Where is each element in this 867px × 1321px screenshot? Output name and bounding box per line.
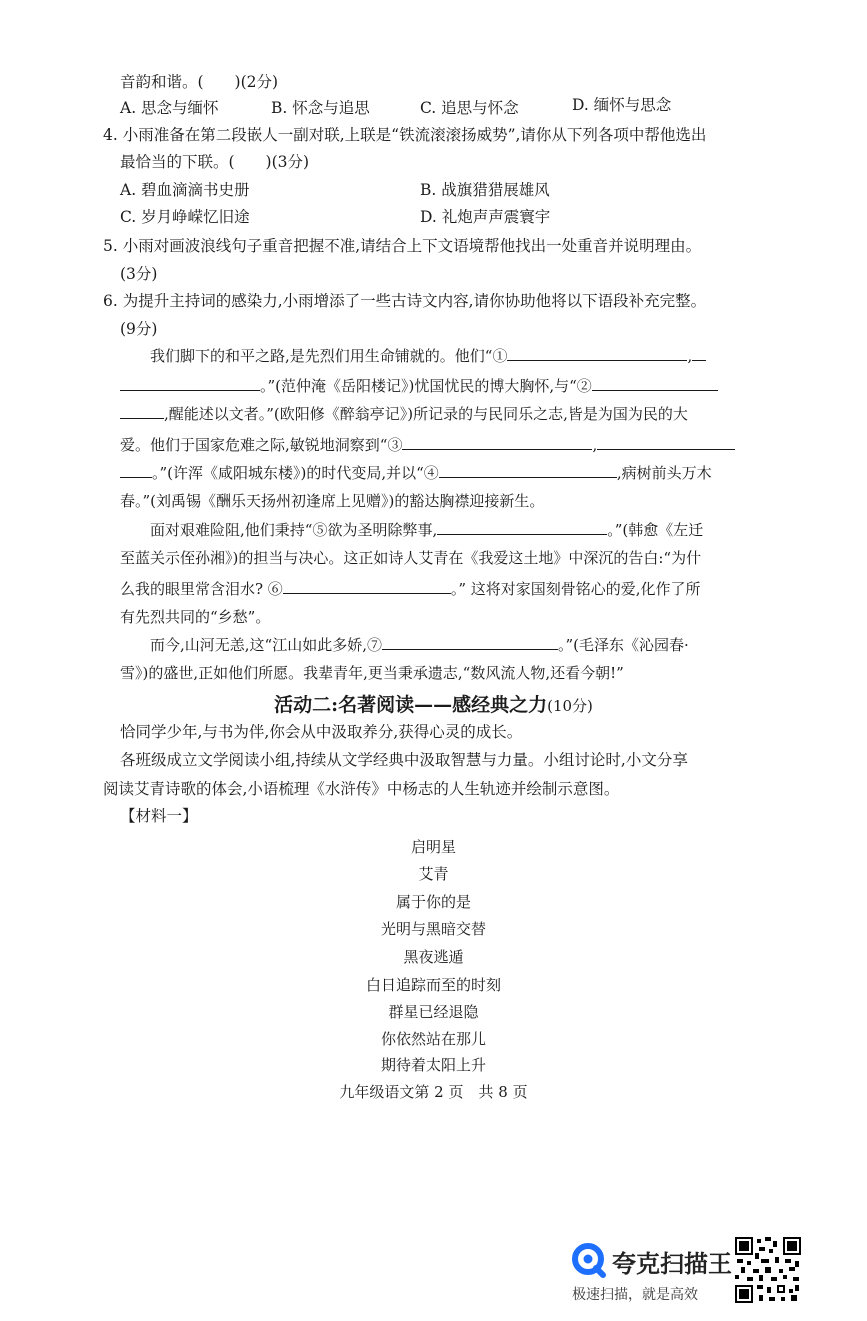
q3-stem-end: 音韵和谐。( )(2分)	[120, 73, 279, 91]
poem-line: 属于你的是	[395, 893, 471, 911]
answer-blank-3a[interactable]	[402, 435, 592, 450]
material-label: 【材料一】	[120, 807, 198, 825]
scanner-slogan: 极速扫描，就是高效	[572, 1287, 698, 1303]
q5-line2: (3分)	[120, 265, 158, 283]
q4-stem-line2: 最恰当的下联。( )(3分)	[120, 153, 310, 171]
activity2-title-text: 活动二:名著阅读——感经典之力	[274, 694, 548, 716]
passage-p3-line1	[150, 635, 689, 655]
answer-blank-1b[interactable]	[692, 346, 706, 361]
passage-text: 。”(范仲淹《岳阳楼记》)忧国忧民的博大胸怀,与“②	[260, 377, 592, 395]
qr-code-icon	[735, 1237, 801, 1303]
poem-line: 光明与黑暗交替	[380, 920, 486, 938]
answer-blank-1c[interactable]	[120, 376, 260, 391]
answer-blank-2b[interactable]	[120, 404, 164, 419]
activity2-intro2-line2: 阅读艾青诗歌的体会,小语梳理《水浒传》中杨志的人生轨迹并绘制示意图。	[103, 780, 620, 798]
passage-p1-line5	[120, 463, 712, 483]
answer-blank-3c[interactable]	[120, 463, 152, 478]
passage-text: 面对艰难险阻,他们秉持“⑤欲为圣明除弊事,	[150, 521, 438, 539]
passage-p1-line3	[120, 404, 688, 424]
answer-blank-6[interactable]	[283, 579, 451, 594]
answer-blank-5[interactable]	[437, 520, 607, 535]
poem-line: 黑夜逃遁	[403, 948, 464, 966]
activity2-title	[0, 690, 867, 717]
activity2-intro1: 恰同学少年,与书为伴,你会从中汲取养分,获得心灵的成长。	[120, 723, 523, 741]
activity2-points: (10分)	[547, 697, 593, 715]
quark-logo-icon	[570, 1242, 606, 1278]
q4-option-d: D. 礼炮声声震寰宇	[420, 208, 551, 226]
passage-text: 么我的眼里常含泪水? ⑥	[120, 580, 283, 598]
passage-p2-line4: 有先烈共同的“乡愁”。	[120, 608, 271, 626]
passage-p3-line2: 雪》)的盛世,正如他们所愿。我辈青年,更当秉承遗志,“数风流人物,还看今朝!”	[120, 664, 624, 682]
passage-text: 。”(毛泽东《沁园春·	[557, 636, 689, 654]
passage-text: ,	[687, 347, 693, 365]
poem-author: 艾青	[418, 865, 449, 883]
passage-text: 我们脚下的和平之路,是先烈们用生命铺就的。他们“①	[150, 347, 508, 365]
q3-option-b: B. 怀念与追思	[271, 99, 370, 117]
passage-p2-line2: 至蓝关示侄孙湘》)的担当与决心。这正如诗人艾青在《我爱这土地》中深沉的告白:“为什	[120, 549, 702, 567]
poem-line: 群星已经退隐	[388, 1003, 479, 1021]
passage-p2-line1	[150, 520, 703, 540]
answer-blank-3b[interactable]	[597, 435, 735, 450]
q4-stem-line1: 4. 小雨准备在第二段嵌人一副对联,上联是“铁流滚滚扬威势”,请你从下列各项中帮他选出	[103, 126, 707, 144]
answer-blank-1a[interactable]	[507, 346, 687, 361]
passage-text: 爱。他们于国家危难之际,敏锐地洞察到“③	[120, 436, 403, 454]
poem-title: 启明星	[410, 838, 456, 856]
passage-text: ,	[592, 436, 598, 454]
poem-line: 你依然站在那儿	[380, 1030, 486, 1048]
passage-p1-line4	[120, 435, 735, 455]
passage-text: ,醒能述以文者。”(欧阳修《醉翁亭记》)所记录的与民同乐之志,皆是为国为民的大	[164, 405, 688, 423]
q4-option-b: B. 战旗猎猎展雄风	[420, 181, 550, 199]
page-footer: 九年级语文第 2 页 共 8 页	[339, 1083, 528, 1101]
answer-blank-4[interactable]	[439, 463, 617, 478]
poem-line: 期待着太阳上升	[380, 1056, 486, 1074]
q4-option-c: C. 岁月峥嵘忆旧途	[120, 208, 250, 226]
passage-text: 。” 这将对家国刻骨铭心的爱,化作了所	[450, 580, 701, 598]
q4-option-a: A. 碧血滴滴书史册	[120, 181, 250, 199]
passage-text: 而今,山河无恙,这“江山如此多娇,⑦	[150, 636, 382, 654]
answer-blank-2a[interactable]	[592, 376, 718, 391]
passage-p2-line3	[120, 579, 701, 599]
passage-text: 。”(韩愈《左迁	[607, 521, 704, 539]
passage-text: ,病树前头万木	[616, 464, 712, 482]
passage-text: 。”(许浑《咸阳城东楼》)的时代变局,并以“④	[152, 464, 439, 482]
q3-option-c: C. 追思与怀念	[420, 99, 519, 117]
q3-option-a: A. 思念与缅怀	[120, 99, 219, 117]
q6-line2: (9分)	[120, 320, 158, 338]
answer-blank-7[interactable]	[382, 635, 558, 650]
scanner-brand: 夸克扫描王	[612, 1250, 732, 1278]
passage-p1-line6: 春。”(刘禹锡《酬乐天扬州初逢席上见赠》)的豁达胸襟迎接新生。	[120, 492, 545, 510]
passage-p1-line2	[120, 376, 718, 396]
poem-line: 白日追踪而至的时刻	[365, 976, 501, 994]
q3-option-d: D. 缅怀与思念	[572, 96, 672, 114]
q5-line1: 5. 小雨对画波浪线句子重音把握不准,请结合上下文语境帮他找出一处重音并说明理由。	[103, 237, 702, 255]
passage-p1-line1	[150, 346, 706, 366]
q6-line1: 6. 为提升主持词的感染力,小雨增添了一些古诗文内容,请你协助他将以下语段补充完整。	[103, 292, 707, 310]
activity2-intro2-line1: 各班级成立文学阅读小组,持续从文学经典中汲取智慧与力量。小组讨论时,小文分享	[120, 751, 688, 769]
